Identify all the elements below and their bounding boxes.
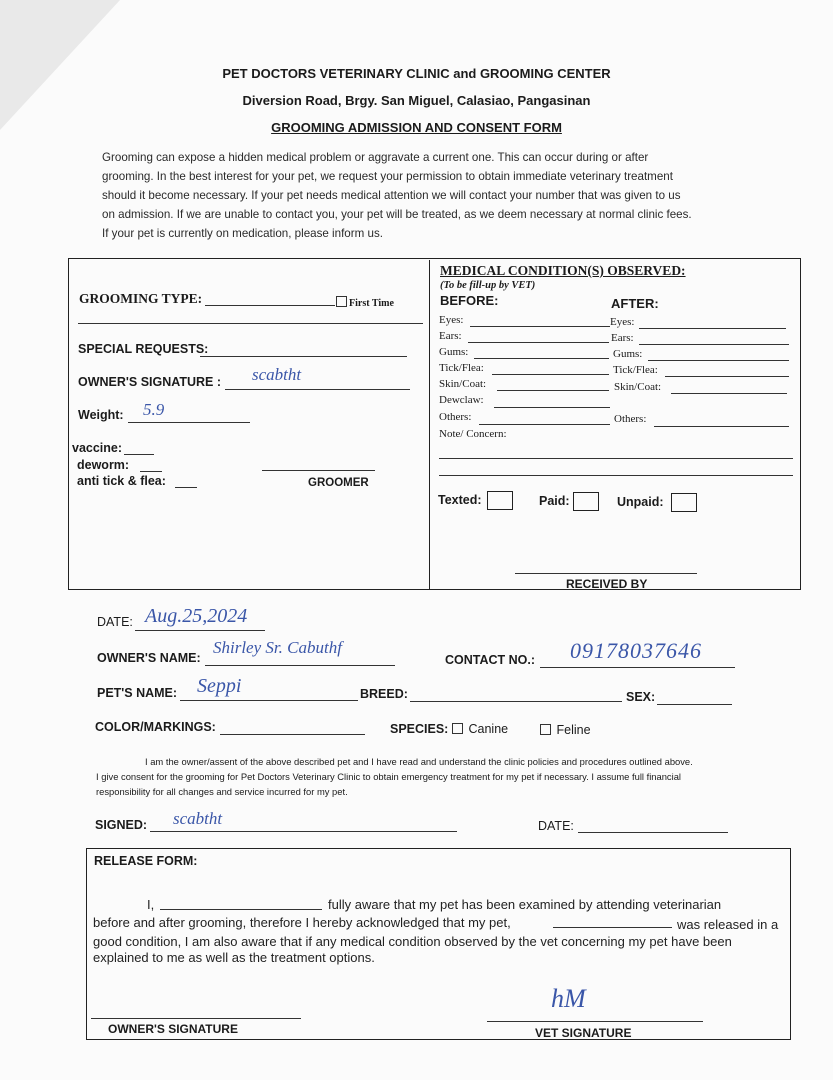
paid-checkbox[interactable] — [573, 492, 599, 511]
pet-name-label: PET'S NAME: — [97, 686, 178, 700]
color-markings-label: COLOR/MARKINGS: — [95, 720, 216, 734]
color-markings-field[interactable] — [220, 734, 365, 735]
consent-line-3: responsibility for all changes and service incurred for my pet. — [96, 786, 348, 797]
deworm-label: deworm: — [77, 458, 130, 472]
after-gums-label: Gums: — [613, 348, 643, 360]
breed-label: BREED: — [360, 687, 408, 701]
consent-date-label: DATE: — [538, 819, 574, 833]
release-line-3: good condition, I am also aware that if any medical condition observed by the vet concerning my pet have been — [93, 934, 732, 949]
before-skincoat-field[interactable] — [497, 390, 609, 391]
after-skincoat-field[interactable] — [671, 393, 787, 394]
texted-checkbox[interactable] — [487, 491, 513, 510]
owner-signature-handwriting: scabtht — [252, 365, 302, 384]
before-ears-field[interactable] — [468, 342, 609, 343]
first-time-checkbox[interactable] — [336, 296, 347, 307]
intro-line: on admission. If we are unable to contact you, your pet will be treated, as we deem necessary at normal clinic fees. — [102, 208, 692, 221]
vaccine-label: vaccine: — [72, 441, 123, 455]
intro-line: Grooming can expose a hidden medical problem or aggravate a current one. This can occur during or after — [102, 151, 649, 164]
breed-field[interactable] — [410, 701, 622, 702]
deworm-field[interactable] — [140, 471, 162, 472]
grooming-type-field[interactable] — [205, 305, 335, 306]
release-pet-field[interactable] — [553, 927, 672, 928]
intro-line: If your pet is currently on medication, please inform us. — [102, 227, 383, 240]
consent-line-2: I give consent for the grooming for Pet Doctors Veterinary Clinic to obtain emergency treatment for my pet if necessary. I assume full financial — [96, 771, 681, 782]
release-name-field[interactable] — [160, 909, 322, 910]
after-tickflea-field[interactable] — [665, 376, 789, 377]
pet-name-field[interactable] — [180, 700, 358, 701]
before-dewclaw-field[interactable] — [494, 407, 610, 408]
date-value: Aug.25,2024 — [145, 605, 248, 627]
before-eyes-field[interactable] — [470, 326, 610, 327]
vet-signature-line[interactable] — [487, 1021, 703, 1022]
after-others-label: Others: — [614, 413, 647, 425]
clinic-name: PET DOCTORS VETERINARY CLINIC and GROOMING CENTER — [222, 66, 611, 81]
canine-checkbox[interactable] — [452, 723, 463, 734]
groomer-signature-line[interactable] — [262, 470, 375, 471]
paid-label: Paid: — [539, 494, 570, 508]
clinic-address: Diversion Road, Brgy. San Miguel, Calasiao, Pangasinan — [242, 93, 591, 108]
unpaid-label: Unpaid: — [617, 495, 664, 509]
after-label: AFTER: — [611, 296, 659, 311]
before-ears-label: Ears: — [439, 330, 462, 342]
before-dewclaw-label: Dewclaw: — [439, 394, 484, 406]
note-line-1[interactable] — [439, 458, 793, 459]
medical-subtitle: (To be fill-up by VET) — [440, 280, 536, 291]
contact-value: 09178037646 — [570, 638, 702, 663]
canine-option[interactable] — [452, 722, 508, 736]
vet-signature-handwriting: hM — [551, 984, 586, 1013]
date-field[interactable] — [135, 630, 265, 631]
vaccine-field[interactable] — [124, 454, 154, 455]
intro-line: should it become necessary. If your pet needs medical attention we will contact your number that was given to us — [102, 189, 681, 202]
after-ears-field[interactable] — [639, 344, 789, 345]
after-skincoat-label: Skin/Coat: — [614, 381, 662, 393]
consent-line-1: I am the owner/assent of the above described pet and I have read and understand the clinic policies and procedures outlined above. — [145, 756, 693, 767]
before-label: BEFORE: — [440, 293, 499, 308]
after-gums-field[interactable] — [648, 360, 789, 361]
weight-value: 5.9 — [143, 400, 165, 419]
before-others-field[interactable] — [479, 424, 610, 425]
sex-label: SEX: — [626, 690, 656, 704]
signed-field[interactable] — [150, 831, 457, 832]
before-gums-field[interactable] — [474, 358, 609, 359]
received-by-line[interactable] — [515, 573, 697, 574]
release-line-1: fully aware that my pet has been examined by attending veterinarian — [328, 897, 722, 912]
medical-title: MEDICAL CONDITION(S) OBSERVED: — [440, 263, 686, 278]
box-divider — [429, 260, 430, 590]
weight-label: Weight: — [78, 408, 124, 422]
before-others-label: Others: — [439, 411, 472, 423]
release-i: I, — [147, 897, 155, 912]
owner-signature-field[interactable] — [225, 389, 410, 390]
before-tickflea-field[interactable] — [492, 374, 609, 375]
grooming-box — [68, 258, 801, 590]
after-eyes-field[interactable] — [639, 328, 786, 329]
date-label: DATE: — [97, 615, 133, 629]
vet-signature-label: VET SIGNATURE — [535, 1026, 632, 1040]
species-label: SPECIES: — [390, 722, 449, 736]
owner-signature-label: OWNER'S SIGNATURE : — [78, 375, 222, 389]
before-eyes-label: Eyes: — [439, 314, 464, 326]
before-skincoat-label: Skin/Coat: — [439, 378, 487, 390]
weight-field[interactable] — [128, 422, 250, 423]
special-requests-field[interactable] — [200, 356, 407, 357]
sex-field[interactable] — [657, 704, 732, 705]
unpaid-checkbox[interactable] — [671, 493, 697, 512]
note-concern-label: Note/ Concern: — [439, 428, 507, 440]
after-tickflea-label: Tick/Flea: — [613, 364, 658, 376]
before-tickflea-label: Tick/Flea: — [439, 362, 484, 374]
intro-line: grooming. In the best interest for your pet, we request your permission to obtain immediate veterinary treatment — [102, 170, 673, 183]
received-by-label: RECEIVED BY — [566, 577, 648, 591]
contact-label: CONTACT NO.: — [445, 653, 536, 667]
release-line-2b: was released in a — [677, 917, 779, 932]
first-time-label: First Time — [349, 298, 394, 309]
special-requests-label: SPECIAL REQUESTS: — [78, 342, 209, 356]
folded-corner — [0, 0, 120, 130]
after-eyes-label: Eyes: — [610, 316, 635, 328]
owner-release-signature-label: OWNER'S SIGNATURE — [108, 1022, 238, 1036]
after-ears-label: Ears: — [611, 332, 634, 344]
intro-paragraph — [102, 148, 750, 243]
release-line-4: explained to me as well as the treatment options. — [93, 950, 375, 965]
after-others-field[interactable] — [654, 426, 789, 427]
antitick-field[interactable] — [175, 487, 197, 488]
consent-date-field[interactable] — [578, 832, 728, 833]
grooming-type-line — [78, 323, 423, 324]
owner-name-label: OWNER'S NAME: — [97, 651, 201, 665]
release-line-2a: before and after grooming, therefore I hereby acknowledged that my pet, — [93, 915, 511, 930]
antitick-label: anti tick & flea: — [77, 474, 166, 488]
owner-name-value: Shirley Sr. Cabuthf — [213, 638, 342, 657]
before-gums-label: Gums: — [439, 346, 469, 358]
owner-name-field[interactable] — [205, 665, 395, 666]
canine-label: Canine — [468, 722, 509, 736]
feline-checkbox[interactable] — [540, 724, 551, 735]
owner-release-signature-line[interactable] — [91, 1018, 301, 1019]
form-title: GROOMING ADMISSION AND CONSENT FORM — [271, 120, 562, 135]
first-time-option[interactable] — [336, 296, 394, 309]
grooming-type-label: GROOMING TYPE: — [79, 291, 203, 306]
signed-label: SIGNED: — [95, 818, 148, 832]
contact-field[interactable] — [540, 667, 735, 668]
release-title: RELEASE FORM: — [94, 854, 198, 868]
feline-option[interactable] — [540, 723, 591, 737]
signed-handwriting: scabtht — [173, 809, 223, 828]
groomer-label: GROOMER — [308, 477, 369, 489]
feline-label: Feline — [556, 723, 591, 737]
pet-name-value: Seppi — [197, 675, 242, 697]
note-line-2[interactable] — [439, 475, 793, 476]
texted-label: Texted: — [438, 493, 482, 507]
